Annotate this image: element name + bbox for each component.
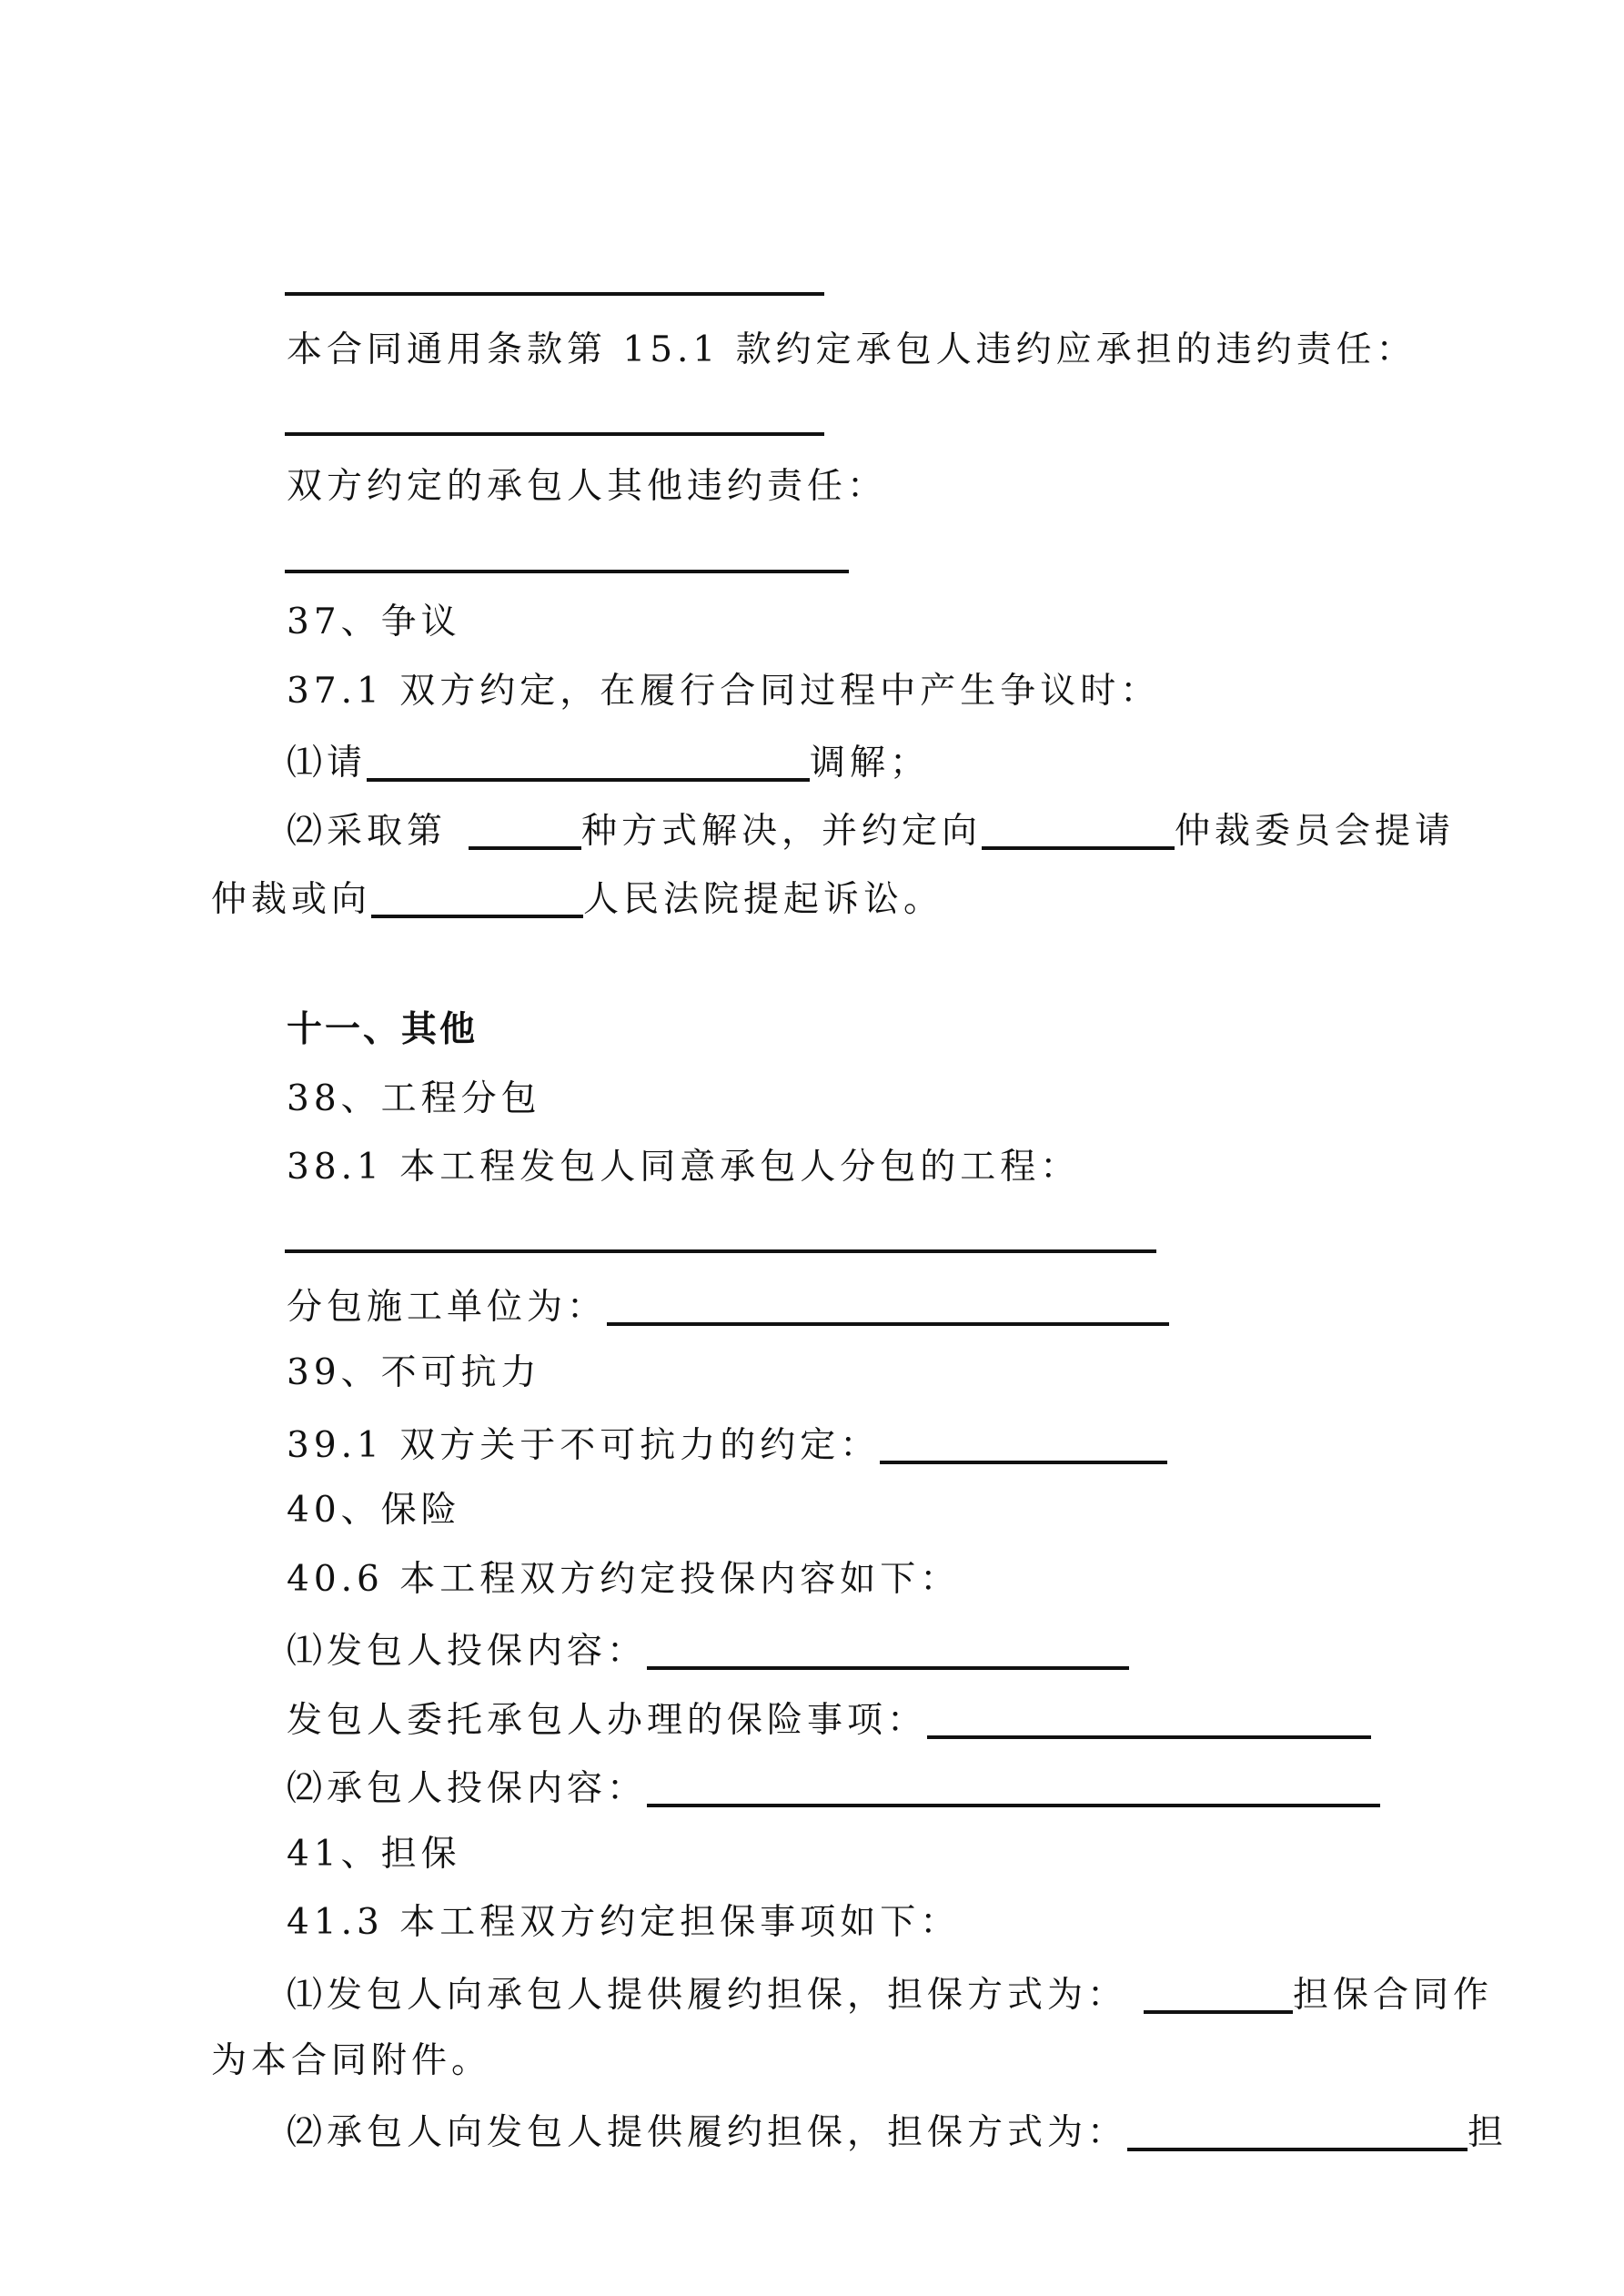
para-41-3: 41.3 本工程双方约定担保事项如下： — [287, 1902, 961, 1943]
fill-blank-method[interactable] — [469, 810, 581, 850]
para-15-1: 本合同通用条款第 15.1 款约定承包人违约应承担的违约责任： — [287, 329, 1417, 370]
text: 发包人委托承包人办理的保险事项： — [287, 1700, 928, 1741]
fill-blank-entrusted-insurance[interactable] — [927, 1699, 1371, 1739]
para-40-6-b — [287, 1767, 1380, 1807]
para-37-1: 37.1 双方约定，在履行合同过程中产生争议时： — [287, 671, 1161, 712]
fill-line-15-1 — [285, 432, 824, 436]
text: 担保合同作 — [1293, 1975, 1494, 2016]
text: 调解； — [810, 743, 931, 784]
para-40-6-entrust — [287, 1699, 1371, 1739]
para-41-3-a — [287, 1974, 1493, 2014]
fill-blank-court[interactable] — [371, 878, 583, 918]
para-39-1 — [287, 1424, 1167, 1464]
text: 种方式解决，并约定向 — [581, 811, 983, 852]
para-41-3-b — [287, 2111, 1508, 2151]
fill-blank-mediator[interactable] — [367, 742, 810, 782]
para-38-1: 38.1 本工程发包人同意承包人分包的工程： — [287, 1147, 1081, 1188]
text: 分包施工单位为： — [287, 1287, 608, 1328]
heading-40: 40、保险 — [287, 1490, 461, 1531]
fill-blank-employer-guarantee[interactable] — [1144, 1974, 1293, 2014]
text: ⑴发包人投保内容： — [287, 1631, 648, 1672]
text: ⑵承包人投保内容： — [287, 1768, 648, 1809]
text: 39.1 双方关于不可抗力的约定： — [287, 1425, 881, 1466]
fill-blank-force-majeure[interactable] — [880, 1424, 1167, 1464]
fill-line-subcontract — [285, 1249, 1156, 1253]
text: ⑵采取第 — [287, 811, 448, 852]
fill-line-top — [285, 292, 824, 296]
para-other-liability: 双方约定的承包人其他违约责任： — [287, 466, 888, 507]
text: 担 — [1468, 2112, 1508, 2153]
section-heading-11: 十一、其他 — [287, 1009, 479, 1050]
para-37-1-c — [211, 878, 943, 918]
para-37-1-b — [287, 810, 1455, 850]
text: 仲裁或向 — [211, 879, 372, 920]
fill-line-other-liability — [285, 570, 849, 573]
text: ⑴请 — [287, 743, 368, 784]
text: 人民法院提起诉讼。 — [583, 879, 944, 920]
fill-blank-arbitration[interactable] — [982, 810, 1175, 850]
heading-41: 41、担保 — [287, 1834, 461, 1875]
text: ⑴发包人向承包人提供履约担保，担保方式为： — [287, 1975, 1128, 2016]
text: 仲裁委员会提请 — [1175, 811, 1456, 852]
heading-37: 37、争议 — [287, 602, 461, 642]
para-40-6: 40.6 本工程双方约定投保内容如下： — [287, 1559, 961, 1600]
para-41-3-a-cont: 为本合同附件。 — [211, 2040, 492, 2081]
fill-blank-subcontractor[interactable] — [607, 1286, 1169, 1326]
para-37-1-a — [287, 742, 930, 782]
heading-38: 38、工程分包 — [287, 1078, 541, 1119]
heading-39: 39、不可抗力 — [287, 1352, 541, 1393]
fill-blank-employer-insurance[interactable] — [647, 1630, 1129, 1670]
fill-blank-contractor-guarantee[interactable] — [1127, 2111, 1468, 2151]
text: ⑵承包人向发包人提供履约担保，担保方式为： — [287, 2112, 1128, 2153]
para-40-6-a — [287, 1630, 1129, 1670]
fill-blank-contractor-insurance[interactable] — [647, 1767, 1380, 1807]
para-38-subcontractor — [287, 1286, 1169, 1326]
